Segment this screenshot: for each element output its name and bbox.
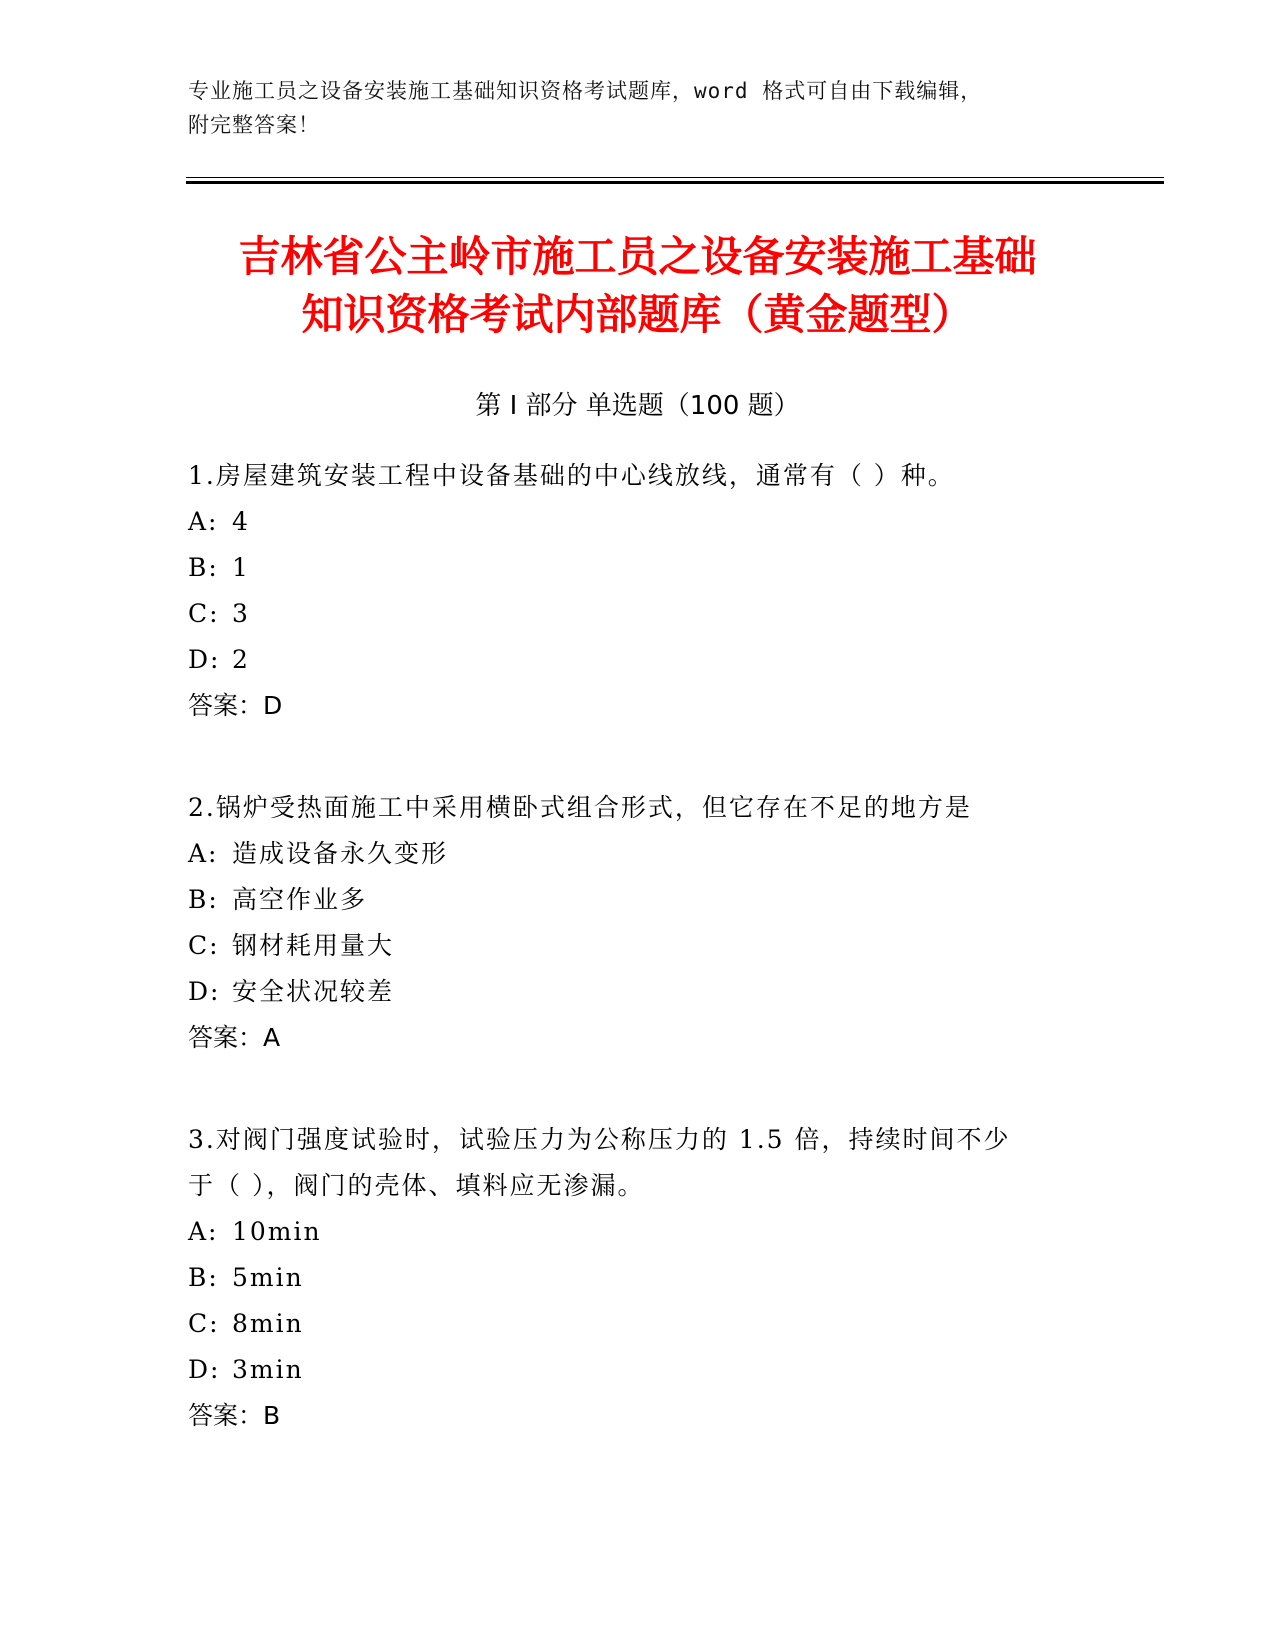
- document-title-line1: 吉林省公主岭市施工员之设备安装施工基础: [238, 232, 1037, 281]
- header-rule-thick: [186, 181, 1164, 184]
- question-stem: 3.对阀门强度试验时，试验压力为公称压力的 1.5 倍，持续时间不少: [188, 1125, 1011, 1154]
- document-title: [160, 228, 1115, 344]
- question-3: [188, 1117, 1088, 1439]
- option-text: 1: [232, 553, 250, 582]
- option-text: 4: [232, 507, 250, 536]
- option-letter: D:: [188, 1355, 221, 1384]
- option-letter: B:: [188, 885, 219, 914]
- question-2: [188, 785, 1088, 1061]
- option-letter: D:: [188, 977, 221, 1006]
- question-stem: 1.房屋建筑安装工程中设备基础的中心线放线，通常有（ ）种。: [188, 461, 955, 490]
- answer: 答案：D: [188, 691, 283, 720]
- option-text: 3: [232, 599, 250, 628]
- option-c: [188, 923, 1088, 969]
- option-d: [188, 637, 1088, 683]
- header-rule-thin: [186, 177, 1164, 178]
- document-title-line2: 知识资格考试内部题库（黄金题型）: [301, 290, 974, 339]
- option-a: [188, 499, 1088, 545]
- option-letter: D:: [188, 645, 221, 674]
- answer: 答案：B: [188, 1401, 281, 1430]
- option-d: [188, 1347, 1088, 1393]
- header-note-line2: 附完整答案！: [188, 113, 320, 137]
- option-b: [188, 1255, 1088, 1301]
- option-letter: A:: [188, 507, 219, 536]
- option-letter: B:: [188, 553, 219, 582]
- option-letter: B:: [188, 1263, 219, 1292]
- option-b: [188, 545, 1088, 591]
- option-text: 3min: [232, 1355, 304, 1384]
- option-text: 10min: [232, 1217, 322, 1246]
- option-text: 安全状况较差: [232, 977, 395, 1006]
- option-a: [188, 831, 1088, 877]
- section-title: 第 I 部分 单选题（100 题）: [475, 391, 800, 421]
- option-b: [188, 877, 1088, 923]
- option-a: [188, 1209, 1088, 1255]
- option-c: [188, 591, 1088, 637]
- option-letter: A:: [188, 839, 219, 868]
- option-letter: A:: [188, 1217, 219, 1246]
- answer: 答案：A: [188, 1023, 281, 1052]
- question-1: [188, 453, 1088, 729]
- option-text: 造成设备永久变形: [232, 839, 449, 868]
- option-letter: C:: [188, 1309, 220, 1338]
- option-text: 8min: [232, 1309, 304, 1338]
- option-text: 5min: [232, 1263, 304, 1292]
- header-note: [188, 74, 1088, 142]
- question-stem-continued: 于（ ），阀门的壳体、填料应无渗漏。: [188, 1171, 645, 1200]
- option-letter: C:: [188, 931, 220, 960]
- option-text: 2: [232, 645, 250, 674]
- option-d: [188, 969, 1088, 1015]
- header-note-line1: 专业施工员之设备安装施工基础知识资格考试题库，word 格式可自由下载编辑，: [188, 79, 983, 103]
- option-text: 高空作业多: [232, 885, 368, 914]
- option-c: [188, 1301, 1088, 1347]
- question-stem: 2.锅炉受热面施工中采用横卧式组合形式，但它存在不足的地方是: [188, 793, 972, 822]
- option-letter: C:: [188, 599, 220, 628]
- option-text: 钢材耗用量大: [232, 931, 395, 960]
